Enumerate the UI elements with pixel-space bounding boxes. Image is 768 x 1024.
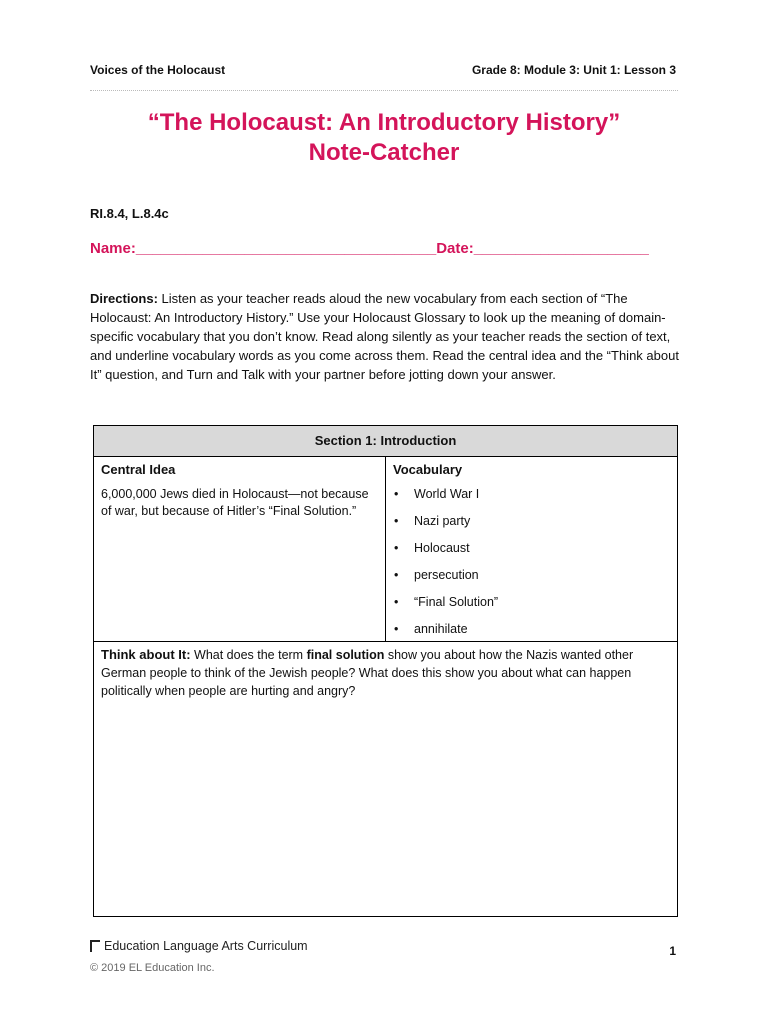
el-education-logo [90, 939, 308, 953]
vocabulary-word: Holocaust [414, 541, 470, 555]
vocabulary-cell [386, 457, 677, 641]
directions-text: Listen as your teacher reads aloud the new vocabulary from each section of “The Holocaust: An Introductory History.” Use your Holocaust Glossary to look up the meaning of domain-specific vocabulary that you don’t know. Read along silently as your teacher reads the section of text, and underline vocabulary words as you come across them. Read the central idea and the “Think about It” question, and Turn and Talk with your partner before jotting down your answer. [90, 291, 679, 382]
central-idea-text: 6,000,000 Jews died in Holocaust—not because of war, but because of Hitler’s “Final Solution.” [101, 487, 369, 518]
bullet-icon: • [394, 487, 399, 501]
logo-text: Education Language Arts Curriculum [104, 939, 308, 953]
note-catcher-table [93, 425, 678, 917]
think-about-it-cell[interactable] [94, 642, 677, 704]
date-label: Date: [436, 240, 474, 257]
module-name: Voices of the Holocaust [90, 63, 226, 77]
bullet-icon: • [394, 514, 399, 528]
copyright-notice: © 2019 EL Education Inc. [90, 962, 215, 974]
bullet-icon: • [394, 541, 399, 555]
vocabulary-word: “Final Solution” [414, 595, 499, 609]
central-idea-cell [94, 457, 386, 641]
vocabulary-word: persecution [414, 568, 479, 582]
vocabulary-item [393, 567, 670, 594]
vocabulary-item [393, 621, 670, 648]
date-blank[interactable]: _____________________ [473, 240, 649, 257]
vocabulary-item [393, 540, 670, 567]
name-label: Name: [90, 240, 136, 257]
think-about-it-label: Think about It: [101, 647, 191, 662]
page-title: “The Holocaust: An Introductory History” [147, 109, 621, 136]
section-columns [94, 457, 677, 642]
central-idea-label: Central Idea [101, 462, 176, 477]
think-question-part: What does the term [190, 648, 307, 662]
directions-paragraph [90, 289, 680, 384]
vocabulary-label: Vocabulary [393, 462, 463, 477]
think-question-part: show you about how the Nazis wanted other German people to think of the Jewish people? What does this show you about what can happen politically when people are hurting and angry? [101, 648, 634, 698]
section-heading: Section 1: Introduction [94, 426, 677, 457]
name-date-row [90, 240, 680, 257]
vocabulary-list [393, 486, 670, 648]
vocabulary-word: annihilate [414, 622, 468, 636]
standards-code: RI.8.4, L.8.4c [90, 206, 169, 221]
bullet-icon: • [394, 622, 399, 636]
bullet-icon: • [394, 568, 399, 582]
vocabulary-word: Nazi party [414, 514, 471, 528]
vocabulary-item [393, 486, 670, 513]
header-divider [90, 90, 678, 91]
think-question-term: final solution [306, 648, 385, 662]
vocabulary-word: World War I [414, 487, 480, 501]
name-blank[interactable]: ____________________________________ [135, 240, 437, 257]
vocabulary-item [393, 513, 670, 540]
lesson-reference: Grade 8: Module 3: Unit 1: Lesson 3 [471, 63, 676, 77]
vocabulary-item [393, 594, 670, 621]
el-logo-icon [90, 940, 101, 952]
directions-label: Directions: [90, 291, 158, 306]
bullet-icon: • [394, 595, 399, 609]
page-number: 1 [669, 944, 676, 958]
page-subtitle: Note-Catcher [308, 139, 460, 166]
